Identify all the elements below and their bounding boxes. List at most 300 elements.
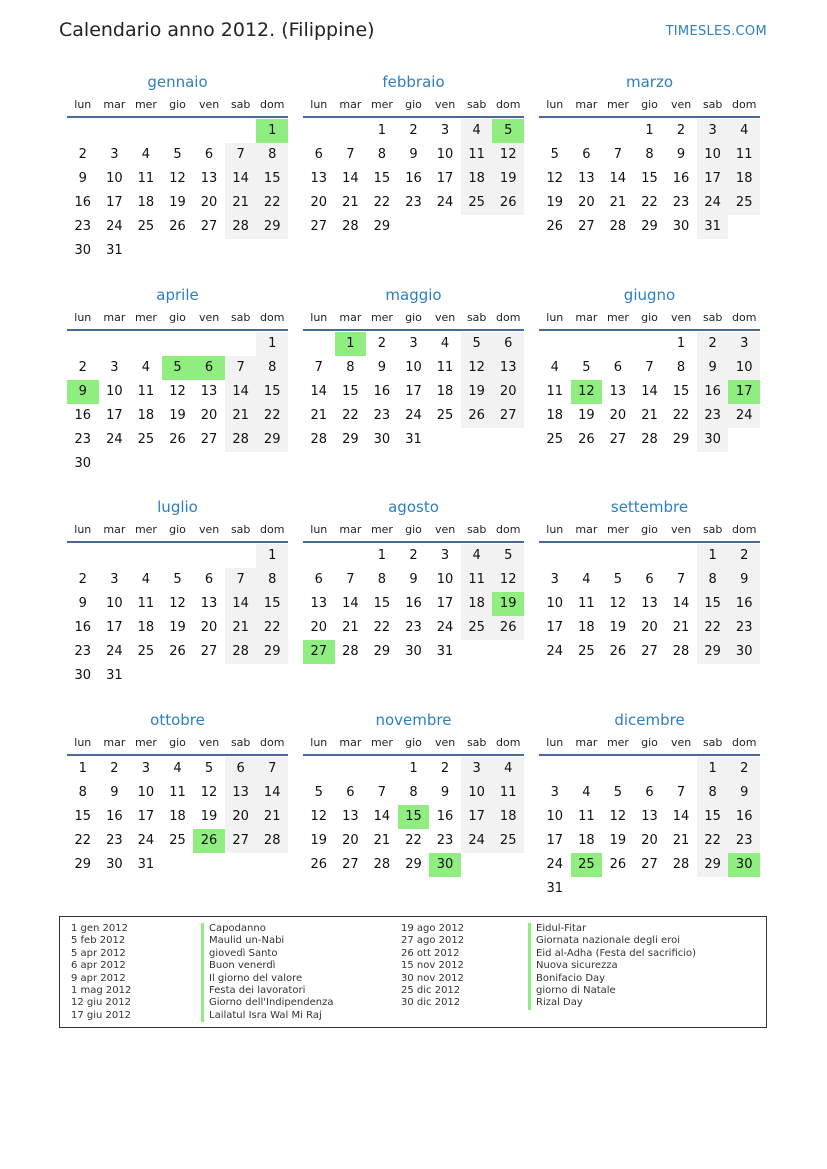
day-cell: 24 <box>546 644 564 659</box>
day-cell: 24 <box>405 408 422 423</box>
day-cell: 12 <box>492 568 524 592</box>
day-cell: 22 <box>256 191 288 215</box>
day-cell: 8 <box>256 143 288 167</box>
day-cell: 1 <box>697 544 729 568</box>
day-cell: 16 <box>74 408 92 423</box>
day-cell: 11 <box>461 568 493 592</box>
empty-cell <box>193 332 225 356</box>
day-cell: 16 <box>373 384 391 399</box>
empty-cell <box>303 119 335 143</box>
empty-cell <box>99 332 131 356</box>
empty-cell <box>99 119 131 143</box>
legend-holiday-name: giorno di Natale <box>528 985 696 997</box>
day-cell: 25 <box>546 432 564 447</box>
empty-cell <box>67 332 99 356</box>
empty-cell <box>162 119 194 143</box>
day-cell: 1 <box>256 332 288 356</box>
day-cell: 20 <box>200 408 218 423</box>
day-cell: 24 <box>106 219 123 234</box>
weekday-label: gio <box>641 98 658 111</box>
weekday-label: gio <box>169 311 186 324</box>
day-cell: 8 <box>256 568 288 592</box>
day-cell: 21 <box>225 616 257 640</box>
weekday-label: ven <box>198 98 220 111</box>
month-title: maggio <box>385 286 442 304</box>
day-cell: 27 <box>492 404 524 428</box>
day-cell: 7 <box>225 568 257 592</box>
day-cell: 12 <box>169 171 186 186</box>
day-cell: 13 <box>200 596 218 611</box>
weekday-label: lun <box>310 98 328 111</box>
day-cell: 5 <box>550 147 559 162</box>
day-cell: 19 <box>169 620 186 635</box>
weekday-label: ven <box>434 311 456 324</box>
weekday-label: mar <box>575 98 598 111</box>
day-cell: 17 <box>137 809 155 824</box>
day-cell: 10 <box>436 572 454 587</box>
day-cell: 25 <box>436 408 454 423</box>
day-cell: 15 <box>342 384 359 399</box>
weekday-label: mer <box>134 98 157 111</box>
day-cell: 13 <box>200 171 218 186</box>
weekday-label: sab <box>466 523 487 536</box>
day-cell: 20 <box>200 195 218 210</box>
day-cell: 21 <box>342 620 359 635</box>
day-cell: 28 <box>225 215 257 239</box>
holiday-day: 1 <box>256 119 288 143</box>
day-cell: 7 <box>225 356 257 380</box>
empty-cell <box>602 119 634 143</box>
day-cell: 16 <box>672 171 690 186</box>
day-cell: 29 <box>672 432 690 447</box>
weekday-label: mar <box>103 736 126 749</box>
day-cell: 6 <box>582 147 591 162</box>
weekday-label: mer <box>370 523 393 536</box>
day-cell: 19 <box>609 833 627 848</box>
day-cell: 25 <box>461 616 493 640</box>
legend-names-right <box>528 923 696 1010</box>
weekday-label: gio <box>641 311 658 324</box>
day-cell: 17 <box>546 833 564 848</box>
weekday-header <box>539 732 760 756</box>
day-cell: 21 <box>256 805 288 829</box>
day-cell: 22 <box>373 620 391 635</box>
day-cell: 19 <box>310 833 328 848</box>
day-cell: 6 <box>204 147 214 162</box>
day-cell: 18 <box>461 592 493 616</box>
day-cell: 2 <box>440 761 450 776</box>
day-cell: 3 <box>461 757 493 781</box>
day-cell: 17 <box>697 167 729 191</box>
day-cell: 28 <box>672 857 690 872</box>
day-cell: 11 <box>436 360 454 375</box>
weekday-label: mar <box>339 523 362 536</box>
day-cell: 2 <box>676 123 686 138</box>
brand-link[interactable]: TIMESLES.COM <box>665 24 767 39</box>
day-cell: 12 <box>310 809 328 824</box>
day-cell: 29 <box>256 428 288 452</box>
day-cell: 28 <box>672 644 690 659</box>
day-cell: 3 <box>141 761 151 776</box>
day-cell: 1 <box>256 544 288 568</box>
day-cell: 17 <box>436 596 454 611</box>
day-cell: 31 <box>546 881 564 896</box>
day-cell: 18 <box>578 833 595 848</box>
empty-cell <box>571 119 603 143</box>
day-cell: 9 <box>697 356 729 380</box>
day-cell: 28 <box>256 829 288 853</box>
weekday-header <box>303 307 524 331</box>
day-cell: 7 <box>613 147 623 162</box>
legend-date: 27 ago 2012 <box>401 935 465 947</box>
day-cell: 24 <box>461 829 493 853</box>
day-cell: 18 <box>492 805 524 829</box>
weekday-label: dom <box>496 311 521 324</box>
day-cell: 26 <box>169 219 186 234</box>
day-cell: 13 <box>609 384 627 399</box>
empty-cell <box>602 332 634 356</box>
day-cell: 6 <box>225 757 257 781</box>
weekday-label: dom <box>732 523 757 536</box>
weekday-label: mar <box>575 311 598 324</box>
empty-cell <box>539 332 571 356</box>
weekday-label: dom <box>260 523 285 536</box>
weekday-header <box>67 307 288 331</box>
day-cell: 5 <box>461 332 493 356</box>
day-cell: 22 <box>256 404 288 428</box>
legend-holiday-name: Eidul-Fitar <box>528 923 696 935</box>
day-cell: 3 <box>728 332 760 356</box>
weekday-label: sab <box>230 311 251 324</box>
month-title: dicembre <box>614 711 685 729</box>
day-cell: 1 <box>377 123 387 138</box>
day-cell: 18 <box>728 167 760 191</box>
day-cell: 27 <box>609 432 627 447</box>
weekday-label: ven <box>670 523 692 536</box>
day-cell: 19 <box>492 167 524 191</box>
legend-holiday-name: Capodanno <box>201 923 334 935</box>
day-cell: 10 <box>137 785 155 800</box>
day-cell: 26 <box>546 219 564 234</box>
day-cell: 7 <box>676 572 686 587</box>
day-cell: 3 <box>440 548 450 563</box>
day-cell: 15 <box>641 171 658 186</box>
day-cell: 19 <box>200 809 218 824</box>
legend-date: 19 ago 2012 <box>401 923 465 934</box>
day-cell: 24 <box>546 857 564 872</box>
day-cell: 29 <box>256 640 288 664</box>
empty-cell <box>539 119 571 143</box>
day-cell: 30 <box>74 243 92 258</box>
day-cell: 29 <box>697 853 729 877</box>
day-cell: 24 <box>137 833 155 848</box>
empty-cell <box>303 757 335 781</box>
legend-dates-left <box>71 923 131 1022</box>
day-cell: 29 <box>74 857 92 872</box>
legend-holiday-name: Giorno dell'Indipendenza <box>201 997 334 1009</box>
day-cell: 29 <box>256 215 288 239</box>
legend-date: 30 nov 2012 <box>401 972 464 984</box>
month-luglio <box>67 495 288 688</box>
day-cell: 5 <box>613 572 623 587</box>
holiday-legend <box>59 916 767 1028</box>
weekday-header <box>303 519 524 543</box>
day-cell: 9 <box>440 785 450 800</box>
day-cell: 23 <box>728 616 760 640</box>
day-cell: 8 <box>697 781 729 805</box>
day-cell: 12 <box>609 809 627 824</box>
weekday-label: dom <box>496 98 521 111</box>
day-cell: 9 <box>409 572 418 587</box>
day-cell: 5 <box>613 785 623 800</box>
day-cell: 1 <box>676 336 686 351</box>
day-cell: 15 <box>672 384 690 399</box>
day-cell: 19 <box>169 408 186 423</box>
legend-holiday-name: Rizal Day <box>528 997 696 1009</box>
empty-cell <box>335 544 367 568</box>
month-title: aprile <box>156 286 199 304</box>
weekday-label: mar <box>103 98 126 111</box>
day-cell: 12 <box>492 143 524 167</box>
day-cell: 24 <box>106 432 123 447</box>
day-cell: 4 <box>141 360 151 375</box>
day-cell: 5 <box>582 360 591 375</box>
day-cell: 27 <box>578 219 595 234</box>
empty-cell <box>634 757 666 781</box>
day-cell: 19 <box>461 380 493 404</box>
day-cell: 2 <box>728 544 760 568</box>
empty-cell <box>602 544 634 568</box>
weekday-label: mar <box>103 311 126 324</box>
day-cell: 18 <box>169 809 186 824</box>
day-cell: 2 <box>409 123 418 138</box>
weekday-label: mar <box>339 98 362 111</box>
day-cell: 20 <box>578 195 595 210</box>
weekday-label: ven <box>434 736 456 749</box>
empty-cell <box>303 332 335 356</box>
day-cell: 14 <box>672 596 690 611</box>
day-cell: 9 <box>78 596 87 611</box>
day-cell: 4 <box>440 336 450 351</box>
month-title: settembre <box>610 498 689 516</box>
day-cell: 29 <box>641 219 658 234</box>
day-grid <box>303 332 524 452</box>
day-cell: 27 <box>200 219 218 234</box>
weekday-label: lun <box>546 98 564 111</box>
empty-cell <box>225 119 257 143</box>
holiday-day: 17 <box>728 380 760 404</box>
weekday-label: dom <box>732 311 757 324</box>
day-cell: 4 <box>728 119 760 143</box>
day-cell: 11 <box>578 596 595 611</box>
day-cell: 12 <box>546 171 564 186</box>
day-cell: 28 <box>310 432 328 447</box>
weekday-label: sab <box>702 523 723 536</box>
day-cell: 19 <box>609 620 627 635</box>
day-cell: 30 <box>672 219 690 234</box>
day-cell: 16 <box>728 805 760 829</box>
legend-holiday-name: Buon venerdì <box>201 960 334 972</box>
weekday-label: mer <box>606 523 629 536</box>
weekday-label: lun <box>74 736 92 749</box>
day-cell: 23 <box>697 404 729 428</box>
weekday-header <box>539 519 760 543</box>
day-cell: 4 <box>141 572 151 587</box>
day-cell: 22 <box>697 616 729 640</box>
weekday-label: lun <box>546 311 564 324</box>
day-cell: 7 <box>346 147 355 162</box>
weekday-label: sab <box>230 736 251 749</box>
day-cell: 22 <box>672 408 690 423</box>
day-cell: 22 <box>697 829 729 853</box>
day-cell: 12 <box>169 596 186 611</box>
day-cell: 10 <box>405 360 422 375</box>
day-cell: 22 <box>405 833 422 848</box>
day-cell: 29 <box>342 432 359 447</box>
day-cell: 6 <box>314 572 323 587</box>
day-cell: 25 <box>492 829 524 853</box>
day-cell: 26 <box>310 857 328 872</box>
weekday-label: sab <box>702 98 723 111</box>
day-cell: 3 <box>550 572 559 587</box>
weekday-label: sab <box>702 736 723 749</box>
day-cell: 17 <box>106 195 123 210</box>
month-gennaio <box>67 70 288 263</box>
month-marzo <box>539 70 760 239</box>
day-cell: 19 <box>546 195 564 210</box>
weekday-label: dom <box>496 736 521 749</box>
day-cell: 7 <box>377 785 387 800</box>
holiday-day: 26 <box>193 829 225 853</box>
weekday-header <box>67 732 288 756</box>
day-cell: 22 <box>256 616 288 640</box>
day-cell: 31 <box>436 644 454 659</box>
day-cell: 15 <box>373 171 391 186</box>
day-grid <box>67 757 288 877</box>
empty-cell <box>193 544 225 568</box>
day-cell: 9 <box>78 171 87 186</box>
day-cell: 27 <box>225 829 257 853</box>
day-cell: 7 <box>314 360 323 375</box>
day-cell: 6 <box>314 147 323 162</box>
day-cell: 10 <box>728 356 760 380</box>
day-cell: 14 <box>373 809 391 824</box>
weekday-label: lun <box>546 736 564 749</box>
weekday-label: dom <box>732 736 757 749</box>
day-cell: 14 <box>225 167 257 191</box>
day-cell: 23 <box>405 620 422 635</box>
holiday-day: 6 <box>193 356 225 380</box>
day-cell: 20 <box>641 620 658 635</box>
day-cell: 11 <box>546 384 564 399</box>
day-cell: 11 <box>578 809 595 824</box>
weekday-label: lun <box>74 311 92 324</box>
day-cell: 22 <box>641 195 658 210</box>
day-cell: 23 <box>436 833 454 848</box>
day-cell: 25 <box>137 644 155 659</box>
day-cell: 2 <box>728 757 760 781</box>
legend-date: 15 nov 2012 <box>401 960 464 972</box>
day-cell: 18 <box>436 384 454 399</box>
day-cell: 2 <box>697 332 729 356</box>
legend-date: 30 dic 2012 <box>401 997 461 1009</box>
day-cell: 14 <box>342 596 359 611</box>
weekday-label: ven <box>434 523 456 536</box>
day-cell: 6 <box>645 785 654 800</box>
holiday-day: 5 <box>492 119 524 143</box>
month-ottobre <box>67 708 288 877</box>
weekday-label: gio <box>641 736 658 749</box>
day-cell: 1 <box>645 123 654 138</box>
day-grid <box>539 544 760 664</box>
day-cell: 19 <box>169 195 186 210</box>
day-cell: 9 <box>377 360 387 375</box>
day-cell: 30 <box>106 857 123 872</box>
day-cell: 13 <box>641 809 658 824</box>
holiday-day: 12 <box>571 380 603 404</box>
empty-cell <box>99 544 131 568</box>
day-cell: 14 <box>641 384 658 399</box>
legend-holiday-name: Il giorno del valore <box>201 973 334 985</box>
day-cell: 4 <box>582 785 591 800</box>
day-cell: 24 <box>436 195 454 210</box>
day-cell: 6 <box>492 332 524 356</box>
holiday-day: 19 <box>492 592 524 616</box>
day-cell: 4 <box>492 757 524 781</box>
day-cell: 6 <box>645 572 654 587</box>
weekday-label: mer <box>370 736 393 749</box>
day-cell: 7 <box>346 572 355 587</box>
day-cell: 11 <box>461 143 493 167</box>
day-cell: 13 <box>492 356 524 380</box>
weekday-label: sab <box>702 311 723 324</box>
weekday-label: mar <box>575 736 598 749</box>
day-cell: 23 <box>106 833 123 848</box>
day-cell: 16 <box>728 592 760 616</box>
month-febbraio <box>303 70 524 239</box>
month-maggio <box>303 283 524 452</box>
weekday-label: gio <box>405 311 422 324</box>
weekday-header <box>539 307 760 331</box>
holiday-day: 15 <box>398 805 430 829</box>
holiday-day: 30 <box>728 853 760 877</box>
day-cell: 20 <box>641 833 658 848</box>
weekday-label: dom <box>260 736 285 749</box>
day-cell: 12 <box>169 384 186 399</box>
day-cell: 29 <box>405 857 422 872</box>
day-cell: 8 <box>697 568 729 592</box>
day-cell: 26 <box>578 432 595 447</box>
day-cell: 10 <box>106 596 123 611</box>
day-cell: 22 <box>373 195 391 210</box>
day-cell: 17 <box>405 384 422 399</box>
month-title: gennaio <box>147 73 208 91</box>
day-grid <box>303 757 524 877</box>
empty-cell <box>225 544 257 568</box>
month-agosto <box>303 495 524 664</box>
day-cell: 30 <box>728 640 760 664</box>
day-cell: 2 <box>78 147 87 162</box>
day-cell: 9 <box>110 785 119 800</box>
day-cell: 17 <box>436 171 454 186</box>
day-grid <box>539 332 760 452</box>
day-cell: 5 <box>492 544 524 568</box>
month-title: marzo <box>625 73 674 91</box>
day-cell: 8 <box>409 785 418 800</box>
day-cell: 15 <box>74 809 92 824</box>
day-cell: 4 <box>173 761 182 776</box>
day-cell: 26 <box>169 644 186 659</box>
